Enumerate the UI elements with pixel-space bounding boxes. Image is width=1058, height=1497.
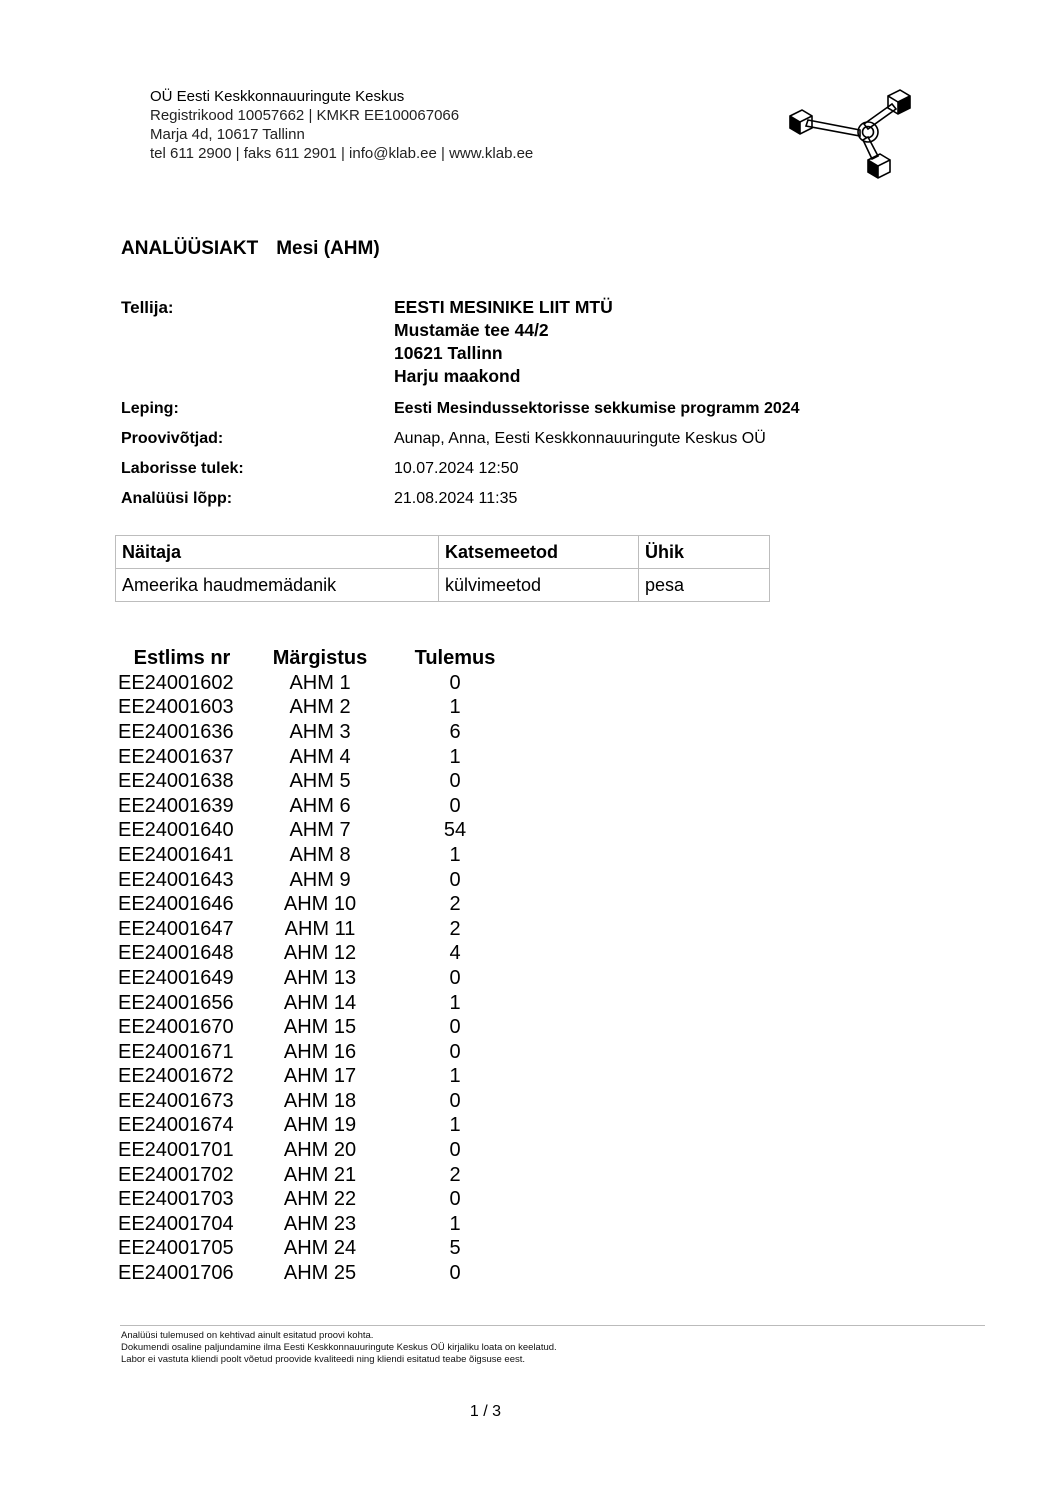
company-contacts: tel 611 2900 | faks 611 2901 | info@klab.ee | www.klab.ee: [150, 145, 534, 162]
tulemus-cell: 2: [449, 893, 461, 916]
tellija-line: 10621 Tallinn: [394, 343, 503, 363]
tulemus-cell: 5: [449, 1237, 461, 1260]
estlims-nr-cell: EE24001636: [118, 720, 234, 743]
estlims-nr-cell: EE24001674: [118, 1114, 234, 1137]
results-row: [118, 720, 505, 745]
tulemus-cell: 0: [449, 1040, 461, 1063]
margistus-cell: AHM 14: [283, 991, 357, 1014]
results-table: [118, 646, 505, 1286]
estlims-nr-cell: EE24001603: [118, 696, 234, 719]
margistus-cell: AHM 21: [283, 1163, 357, 1186]
estlims-nr-cell: EE24001704: [118, 1212, 234, 1235]
tulemus-cell: 1: [449, 1212, 461, 1235]
estlims-nr-cell: EE24001641: [118, 843, 234, 866]
results-row: [118, 1261, 505, 1286]
tellija-label: Tellija:: [121, 298, 174, 317]
results-row: [118, 794, 505, 819]
proovivotjad-label: Proovivõtjad:: [121, 430, 224, 447]
estlims-nr-cell: EE24001671: [118, 1040, 234, 1063]
info-row-laborisse: [121, 454, 881, 484]
results-header: Estlims nr: [133, 647, 231, 669]
footnote: Dokumendi osaline paljundamine ilma Eesti Keskkonnauuringute Keskus OÜ kirjaliku loata on keelatud.: [121, 1342, 557, 1353]
estlims-nr-cell: EE24001637: [118, 745, 234, 768]
margistus-cell: AHM 1: [289, 671, 351, 694]
tulemus-cell: 6: [449, 720, 461, 743]
estlims-nr-cell: EE24001670: [118, 1016, 234, 1039]
results-row: [118, 819, 505, 844]
title-sub: Mesi (AHM): [276, 238, 380, 259]
margistus-cell: AHM 16: [283, 1040, 357, 1063]
info-row-proovivotjad: [121, 424, 881, 454]
lopp-label: Analüüsi lõpp:: [121, 490, 233, 507]
page-title: [121, 238, 380, 260]
tulemus-cell: 0: [449, 868, 461, 891]
results-header: Märgistus: [272, 647, 368, 669]
tulemus-cell: 0: [449, 671, 461, 694]
method-header: Katsemeetod: [439, 536, 639, 569]
estlims-nr-cell: EE24001640: [118, 819, 234, 842]
margistus-cell: AHM 10: [283, 893, 357, 916]
results-row: [118, 966, 505, 991]
method-header: Ühik: [639, 536, 770, 569]
tulemus-cell: 0: [449, 794, 461, 817]
results-row: [118, 843, 505, 868]
page-number: 1 / 3: [469, 1403, 502, 1420]
margistus-cell: AHM 23: [283, 1212, 357, 1235]
lopp-value: 21.08.2024 11:35: [394, 490, 518, 507]
results-row: [118, 1187, 505, 1212]
margistus-cell: AHM 15: [283, 1016, 357, 1039]
laborisse-value: 10.07.2024 12:50: [394, 460, 519, 477]
margistus-cell: AHM 25: [283, 1262, 357, 1285]
results-row: [118, 671, 505, 696]
results-row: [118, 892, 505, 917]
tulemus-cell: 1: [449, 1065, 461, 1088]
footnote-divider: [120, 1325, 985, 1326]
margistus-cell: AHM 4: [289, 745, 351, 768]
method-cell: külvimeetod: [439, 569, 639, 602]
results-row: [118, 1114, 505, 1139]
results-row: [118, 1089, 505, 1114]
tulemus-cell: 0: [449, 770, 461, 793]
method-header: Näitaja: [116, 536, 439, 569]
order-info: [121, 296, 881, 514]
results-row: [118, 1065, 505, 1090]
tellija-line: Mustamäe tee 44/2: [394, 320, 549, 340]
tulemus-cell: 0: [449, 1188, 461, 1211]
company-address: Marja 4d, 10617 Tallinn: [150, 126, 305, 143]
estlims-nr-cell: EE24001656: [118, 991, 234, 1014]
margistus-cell: AHM 24: [283, 1237, 357, 1260]
results-header: Tulemus: [414, 647, 496, 669]
info-row-lopp: [121, 484, 881, 514]
tulemus-cell: 0: [449, 1016, 461, 1039]
margistus-cell: AHM 9: [289, 868, 351, 891]
tulemus-cell: 0: [449, 1089, 461, 1112]
results-row: [118, 1237, 505, 1262]
estlims-nr-cell: EE24001643: [118, 868, 234, 891]
tulemus-cell: 1: [449, 1114, 461, 1137]
leping-label: Leping:: [121, 400, 179, 417]
estlims-nr-cell: EE24001701: [118, 1139, 234, 1162]
estlims-nr-cell: EE24001672: [118, 1065, 234, 1088]
tulemus-cell: 2: [449, 1163, 461, 1186]
estlims-nr-cell: EE24001647: [118, 917, 234, 940]
margistus-cell: AHM 6: [289, 794, 351, 817]
results-row: [118, 1015, 505, 1040]
tulemus-cell: 1: [449, 843, 461, 866]
results-body: [118, 671, 505, 1286]
margistus-cell: AHM 5: [289, 770, 351, 793]
margistus-cell: AHM 3: [289, 720, 351, 743]
margistus-cell: AHM 22: [283, 1188, 357, 1211]
margistus-cell: AHM 20: [283, 1139, 357, 1162]
results-row: [118, 1212, 505, 1237]
method-row: [116, 569, 770, 602]
estlims-nr-cell: EE24001703: [118, 1188, 234, 1211]
margistus-cell: AHM 7: [289, 819, 351, 842]
margistus-cell: AHM 17: [283, 1065, 357, 1088]
margistus-cell: AHM 19: [283, 1114, 357, 1137]
tulemus-cell: 1: [449, 991, 461, 1014]
tulemus-cell: 1: [449, 745, 461, 768]
results-row: [118, 696, 505, 721]
method-cell: pesa: [639, 569, 770, 602]
footnote: Analüüsi tulemused on kehtivad ainult esitatud proovi kohta.: [121, 1330, 374, 1341]
title-main: ANALÜÜSIAKT: [121, 238, 259, 259]
margistus-cell: AHM 2: [289, 696, 351, 719]
tulemus-cell: 0: [449, 966, 461, 989]
letterhead: [150, 87, 533, 163]
company-logo-icon: [782, 82, 922, 186]
results-row: [118, 745, 505, 770]
results-row: [118, 1138, 505, 1163]
margistus-cell: AHM 18: [283, 1089, 357, 1112]
tulemus-cell: 1: [449, 696, 461, 719]
margistus-cell: AHM 11: [284, 917, 356, 940]
results-row: [118, 868, 505, 893]
tulemus-cell: 54: [443, 819, 467, 842]
estlims-nr-cell: EE24001705: [118, 1237, 234, 1260]
results-header-row: [118, 646, 505, 671]
info-row-leping: [121, 394, 881, 424]
footnotes: [121, 1330, 557, 1366]
results-row: [118, 1163, 505, 1188]
estlims-nr-cell: EE24001673: [118, 1089, 234, 1112]
estlims-nr-cell: EE24001648: [118, 942, 234, 965]
estlims-nr-cell: EE24001646: [118, 893, 234, 916]
company-name: OÜ Eesti Keskkonnauuringute Keskus: [150, 88, 405, 105]
laborisse-label: Laborisse tulek:: [121, 460, 244, 477]
method-cell: Ameerika haudmemädanik: [116, 569, 439, 602]
tulemus-cell: 0: [449, 1139, 461, 1162]
info-row-tellija: [121, 296, 881, 388]
estlims-nr-cell: EE24001602: [118, 671, 234, 694]
margistus-cell: AHM 13: [283, 966, 357, 989]
footnote: Labor ei vastuta kliendi poolt võetud proovide kvaliteedi ning kliendi esitatud teabe õigsuse eest.: [121, 1354, 526, 1365]
tulemus-cell: 2: [449, 917, 461, 940]
estlims-nr-cell: EE24001706: [118, 1262, 234, 1285]
tellija-line: EESTI MESINIKE LIIT MTÜ: [394, 297, 613, 317]
margistus-cell: AHM 12: [283, 942, 357, 965]
margistus-cell: AHM 8: [289, 843, 351, 866]
estlims-nr-cell: EE24001649: [118, 966, 234, 989]
tulemus-cell: 4: [449, 942, 461, 965]
tellija-value: [394, 296, 881, 388]
estlims-nr-cell: EE24001702: [118, 1163, 234, 1186]
registry-code: Registrikood 10057662 | KMKR EE100067066: [150, 107, 460, 124]
results-row: [118, 991, 505, 1016]
results-row: [118, 917, 505, 942]
method-header-row: [116, 536, 770, 569]
results-row: [118, 1040, 505, 1065]
tellija-line: Harju maakond: [394, 366, 521, 386]
method-table: [115, 535, 770, 602]
leping-value: Eesti Mesindussektorisse sekkumise programm 2024: [394, 400, 800, 417]
results-row: [118, 942, 505, 967]
estlims-nr-cell: EE24001639: [118, 794, 234, 817]
results-row: [118, 769, 505, 794]
tulemus-cell: 0: [449, 1262, 461, 1285]
proovivotjad-value: Aunap, Anna, Eesti Keskkonnauuringute Keskus OÜ: [394, 430, 766, 447]
estlims-nr-cell: EE24001638: [118, 770, 234, 793]
